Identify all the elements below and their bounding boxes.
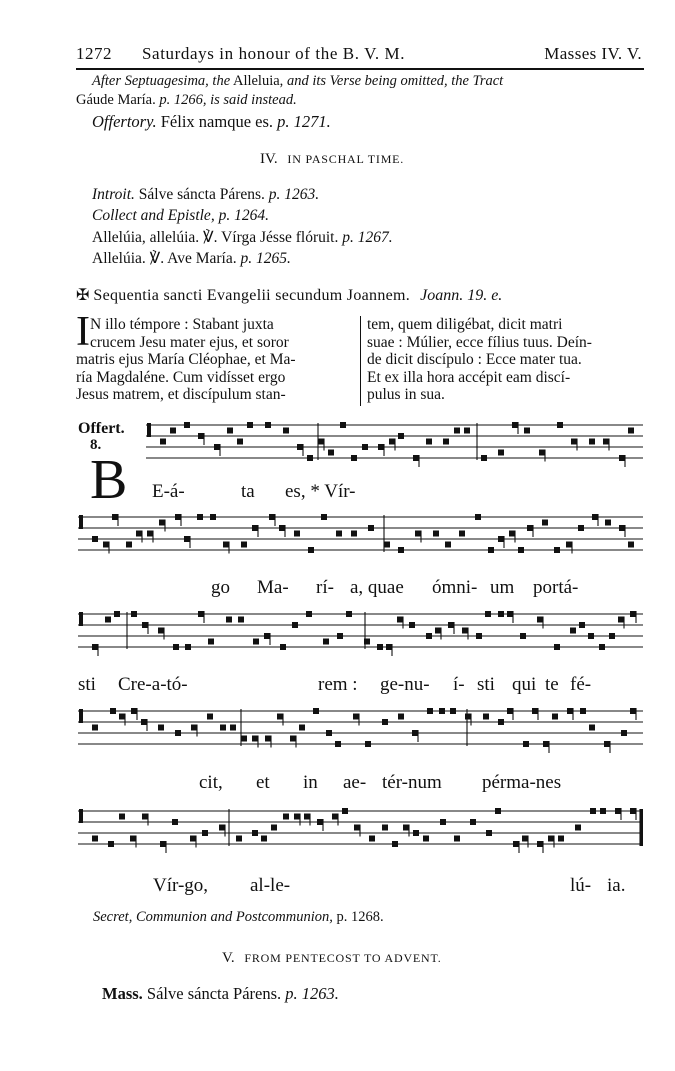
neume-icon (567, 708, 573, 714)
neume-icon (307, 455, 313, 461)
neume-icon (108, 841, 114, 847)
neume-icon (147, 531, 153, 537)
neume-icon (175, 730, 181, 736)
neume-icon (552, 714, 558, 720)
introit-ref: p. 1263. (268, 186, 320, 203)
gospel-col2-line: suae : Múlier, ecce fílius tuus. Deín- (367, 333, 592, 351)
gospel-col2-line: pulus in sua. (367, 386, 445, 404)
neume-icon (130, 836, 136, 842)
alleluia-1-ref: p. 1267. (342, 229, 393, 246)
alleluia-1-text: Allelúia, allelúia. ℣. Vírga Jésse flóruit. (92, 229, 339, 246)
neume-icon (340, 422, 346, 428)
neume-icon (141, 719, 147, 725)
neume-icon (433, 531, 439, 537)
lyric-syllable: rí- (316, 577, 334, 598)
neume-icon (542, 520, 548, 526)
neume-icon (498, 450, 504, 456)
gospel-col1-line: N illo témpore : Stabant juxta (90, 316, 274, 333)
neume-icon (261, 836, 267, 842)
neume-icon (520, 633, 526, 639)
neume-icon (236, 836, 242, 842)
neume-icon (403, 825, 409, 831)
lyric-syllable: al-le- (250, 875, 291, 896)
clef-icon (79, 515, 83, 529)
neume-icon (92, 644, 98, 650)
neume-icon (126, 542, 132, 548)
neume-icon (398, 714, 404, 720)
neume-icon (445, 542, 451, 548)
mass-label: Mass. (102, 984, 143, 1003)
neume-icon (382, 825, 388, 831)
neume-icon (628, 428, 634, 434)
neume-icon (323, 639, 329, 645)
neume-icon (158, 725, 164, 731)
neume-icon (382, 719, 388, 725)
neume-icon (454, 836, 460, 842)
neume-icon (413, 830, 419, 836)
neume-icon (427, 708, 433, 714)
cross-icon: ✠ (76, 287, 90, 304)
neume-icon (119, 714, 125, 720)
offertory-text: Félix namque es. (160, 112, 274, 131)
neume-icon (590, 808, 596, 814)
neume-icon (198, 611, 204, 617)
section-iv-numeral: IV. (260, 151, 278, 167)
chant-mode: 8. (90, 437, 102, 453)
neume-icon (105, 617, 111, 623)
neume-icon (570, 628, 576, 634)
neume-icon (475, 514, 481, 520)
rubric-tract-ref: p. 1266, is said instead. (159, 92, 297, 108)
neume-icon (220, 725, 226, 731)
neume-icon (580, 708, 586, 714)
neume-icon (190, 836, 196, 842)
section-v-title: FROM PENTECOST TO ADVENT. (244, 951, 442, 965)
neume-icon (214, 444, 220, 450)
gospel-col1-line: matris ejus María Cléophae, et Ma- (76, 351, 296, 369)
double-bar-icon (640, 809, 643, 846)
neume-icon (241, 542, 247, 548)
neume-icon (464, 428, 470, 434)
neume-icon (578, 525, 584, 531)
neume-icon (237, 439, 243, 445)
neume-icon (269, 514, 275, 520)
neume-icon (346, 611, 352, 617)
neume-icon (294, 531, 300, 537)
neume-icon (241, 736, 247, 742)
neume-icon (353, 714, 359, 720)
neume-icon (600, 808, 606, 814)
neume-icon (112, 514, 118, 520)
neume-icon (575, 825, 581, 831)
neume-icon (579, 622, 585, 628)
neume-icon (483, 714, 489, 720)
neume-icon (297, 444, 303, 450)
neume-icon (615, 808, 621, 814)
neume-icon (459, 531, 465, 537)
neume-icon (202, 830, 208, 836)
neume-icon (279, 525, 285, 531)
neume-icon (470, 819, 476, 825)
alleluia-2-ref: p. 1265. (240, 250, 291, 267)
neume-icon (308, 547, 314, 553)
neume-icon (465, 714, 471, 720)
neume-icon (571, 439, 577, 445)
neume-icon (448, 622, 454, 628)
offertory-chant-label: Offert. (78, 420, 125, 437)
staff (146, 422, 643, 467)
neume-icon (392, 841, 398, 847)
neume-icon (184, 536, 190, 542)
neume-icon (185, 644, 191, 650)
neume-icon (378, 444, 384, 450)
lyric-syllable: in (303, 772, 318, 793)
introit-label: Introit. (92, 186, 135, 203)
neume-icon (522, 836, 528, 842)
neume-icon (227, 428, 233, 434)
neume-icon (336, 531, 342, 537)
neume-icon (142, 622, 148, 628)
neume-icon (92, 836, 98, 842)
neume-icon (318, 439, 324, 445)
neume-icon (110, 708, 116, 714)
neume-icon (170, 428, 176, 434)
lyric-syllable: te (545, 674, 559, 695)
neume-icon (415, 531, 421, 537)
neume-icon (513, 841, 519, 847)
secret-line (93, 909, 384, 926)
lyric-syllable: Cre-a-tó- (118, 674, 188, 695)
neume-icon (369, 836, 375, 842)
neume-icon (409, 622, 415, 628)
neume-icon (365, 741, 371, 747)
neume-icon (175, 514, 181, 520)
neume-icon (443, 439, 449, 445)
neume-icon (605, 520, 611, 526)
neume-icon (630, 808, 636, 814)
neume-icon (184, 422, 190, 428)
secret-text: Secret, Communion and Postcommunion, (93, 909, 333, 925)
neume-icon (604, 741, 610, 747)
neume-icon (337, 633, 343, 639)
neume-icon (354, 825, 360, 831)
neume-icon (619, 455, 625, 461)
neume-icon (524, 428, 530, 434)
rubric-italic-b: and its Verse being omitted, the Tract (286, 73, 504, 89)
neume-icon (548, 836, 554, 842)
mass-ref: p. 1263. (285, 984, 339, 1003)
neume-icon (264, 633, 270, 639)
clef-icon (79, 709, 83, 723)
running-title-right: Masses IV. V. (544, 44, 642, 63)
neume-icon (476, 633, 482, 639)
neume-icon (523, 741, 529, 747)
neume-icon (450, 708, 456, 714)
neume-icon (247, 422, 253, 428)
neume-icon (537, 617, 543, 623)
neume-icon (197, 514, 203, 520)
neume-icon (543, 741, 549, 747)
neume-icon (210, 514, 216, 520)
lyric-syllable: lú- (570, 875, 592, 896)
neume-icon (103, 542, 109, 548)
neume-icon (271, 825, 277, 831)
neume-icon (317, 819, 323, 825)
staff (78, 708, 643, 753)
neume-icon (191, 725, 197, 731)
neume-icon (252, 525, 258, 531)
neume-icon (518, 547, 524, 553)
neume-icon (173, 644, 179, 650)
neume-icon (537, 841, 543, 847)
gospel-heading-text: Sequentia sancti Evangelii secundum Joannem. (93, 287, 411, 304)
neume-icon (512, 422, 518, 428)
neume-icon (507, 708, 513, 714)
gospel-col2-line: tem, quem diligébat, dicit matri (367, 316, 563, 333)
neume-icon (142, 814, 148, 820)
clef-icon (147, 423, 151, 437)
neume-icon (368, 525, 374, 531)
mass-text: Sálve sáncta Párens. (146, 984, 282, 1003)
neume-icon (335, 741, 341, 747)
neume-icon (364, 639, 370, 645)
chant-initial: B (90, 449, 128, 511)
neume-icon (313, 708, 319, 714)
neume-icon (342, 808, 348, 814)
neume-icon (619, 525, 625, 531)
neume-icon (439, 708, 445, 714)
neume-icon (384, 542, 390, 548)
lyric-syllable: cit, (199, 772, 223, 793)
neume-icon (558, 836, 564, 842)
staff (78, 808, 643, 853)
neume-icon (630, 611, 636, 617)
neume-icon (398, 433, 404, 439)
neume-icon (603, 439, 609, 445)
offertory-ref: p. 1271. (277, 112, 331, 131)
neume-icon (398, 547, 404, 553)
offertory-label: Offertory. (92, 112, 157, 131)
neume-icon (527, 525, 533, 531)
lyric-syllable: ge-nu- (380, 674, 430, 695)
section-v-numeral: V. (222, 950, 235, 966)
neume-icon (294, 814, 300, 820)
lyric-syllable: sti (477, 674, 495, 695)
neume-icon (599, 644, 605, 650)
neume-icon (621, 730, 627, 736)
secret-ref: p. 1268. (336, 909, 384, 925)
alleluia-2-text: Allelúia. ℣. Ave María. (92, 250, 237, 267)
lyric-syllable: rem : (318, 674, 358, 695)
neume-icon (412, 730, 418, 736)
neume-icon (554, 644, 560, 650)
collect-text: Collect and Epistle, (92, 207, 215, 224)
lyric-syllable: í- (453, 674, 465, 695)
neume-icon (304, 814, 310, 820)
neume-icon (454, 428, 460, 434)
staff (78, 514, 643, 554)
lyric-syllable: ia. (607, 875, 626, 896)
neume-icon (283, 428, 289, 434)
lyric-syllable: qui (512, 674, 537, 695)
neume-icon (488, 547, 494, 553)
neume-icon (326, 730, 332, 736)
lyric-syllable: ta (241, 481, 255, 502)
neume-icon (628, 542, 634, 548)
neume-icon (389, 439, 395, 445)
neume-icon (252, 830, 258, 836)
neume-icon (332, 814, 338, 820)
lyric-syllable: ómni- (432, 577, 478, 598)
neume-icon (351, 531, 357, 537)
neume-icon (114, 611, 120, 617)
neume-icon (321, 514, 327, 520)
neume-icon (618, 617, 624, 623)
neume-icon (292, 622, 298, 628)
neume-icon (160, 841, 166, 847)
gospel-col1-line: crucem Jesu mater ejus, et soror (90, 333, 289, 351)
neume-icon (630, 708, 636, 714)
neume-icon (397, 617, 403, 623)
section-iv-title: IN PASCHAL TIME. (287, 152, 405, 166)
neume-icon (158, 628, 164, 634)
neume-icon (283, 814, 289, 820)
section-v-heading (222, 950, 442, 967)
neume-icon (426, 439, 432, 445)
neume-icon (435, 628, 441, 634)
gospel-col1-line: Jesus matrem, et discípulum stan- (76, 386, 286, 404)
neume-icon (92, 725, 98, 731)
neume-icon (172, 819, 178, 825)
introit-text: Sálve sáncta Párens. (138, 186, 265, 203)
neume-icon (277, 714, 283, 720)
neume-icon (119, 814, 125, 820)
neume-icon (351, 455, 357, 461)
collect-ref: p. 1264. (218, 207, 269, 224)
staff (78, 611, 643, 656)
neume-icon (495, 808, 501, 814)
neume-icon (566, 542, 572, 548)
lyric-syllable: Ma- (257, 577, 289, 598)
neume-icon (426, 633, 432, 639)
neume-icon (362, 444, 368, 450)
neume-icon (280, 644, 286, 650)
neume-icon (485, 611, 491, 617)
neume-icon (377, 644, 383, 650)
rubric-roman: Alleluia, (232, 73, 284, 89)
gospel-col2-line: de dicit discípulo : Ecce mater tua. (367, 351, 582, 369)
neume-icon (131, 611, 137, 617)
neume-icon (219, 825, 225, 831)
neume-icon (589, 725, 595, 731)
lyric-syllable: et (256, 772, 270, 793)
neume-icon (159, 520, 165, 526)
lyric-syllable: go (211, 577, 230, 598)
neume-icon (92, 536, 98, 542)
neume-icon (486, 830, 492, 836)
neume-icon (588, 633, 594, 639)
clef-icon (79, 809, 83, 823)
neume-icon (306, 611, 312, 617)
neume-icon (609, 633, 615, 639)
neume-icon (299, 725, 305, 731)
neume-icon (136, 531, 142, 537)
neume-icon (253, 639, 259, 645)
lyric-syllable: pérma-nes (482, 772, 562, 793)
page-number: 1272 (76, 44, 112, 63)
lyric-syllable: ae- (343, 772, 367, 793)
neume-icon (554, 547, 560, 553)
clef-icon (79, 612, 83, 626)
neume-icon (498, 611, 504, 617)
neume-icon (413, 455, 419, 461)
lyric-syllable: E-á- (152, 481, 185, 502)
neume-icon (509, 531, 515, 537)
neume-icon (423, 836, 429, 842)
neume-icon (592, 514, 598, 520)
rubric-tract-name: Gáude María. (76, 92, 156, 108)
rubric-italic-a: After Septuagesima, the (92, 73, 231, 89)
neume-icon (252, 736, 258, 742)
running-title: Saturdays in honour of the B. V. M. (142, 44, 406, 63)
lyric-syllable: Vír-go, (153, 875, 209, 896)
lyric-syllable: sti (78, 674, 96, 695)
gospel-dropcap: I (76, 309, 90, 355)
lyric-syllable: fé- (570, 674, 592, 695)
neume-icon (238, 617, 244, 623)
neume-icon (539, 450, 545, 456)
lyric-syllable: um (490, 577, 515, 598)
neume-icon (328, 450, 334, 456)
neume-icon (462, 628, 468, 634)
gospel-col1-line: ría Magdaléne. Cum vidísset ergo (76, 368, 286, 386)
neume-icon (386, 644, 392, 650)
neume-icon (440, 819, 446, 825)
neume-icon (290, 736, 296, 742)
gospel-ref: Joann. 19. e. (420, 287, 503, 304)
lyric-syllable: es, * Vír- (285, 481, 356, 502)
neume-icon (532, 708, 538, 714)
lyric-syllable: tér-num (382, 772, 442, 793)
neume-icon (160, 439, 166, 445)
neume-icon (230, 725, 236, 731)
neume-icon (498, 536, 504, 542)
neume-icon (498, 719, 504, 725)
lyric-syllable: a, quae (350, 577, 404, 598)
neume-icon (208, 639, 214, 645)
neume-icon (589, 439, 595, 445)
neume-icon (481, 455, 487, 461)
neume-icon (557, 422, 563, 428)
neume-icon (207, 714, 213, 720)
neume-icon (223, 542, 229, 548)
neume-icon (131, 708, 137, 714)
neume-icon (507, 611, 513, 617)
neume-icon (198, 433, 204, 439)
lyric-syllable: portá- (533, 577, 579, 598)
gospel-col2-line: Et ex illa hora accépit eam discí- (367, 368, 571, 386)
mass-line (102, 984, 339, 1004)
neume-icon (265, 422, 271, 428)
neume-icon (226, 617, 232, 623)
neume-icon (265, 736, 271, 742)
